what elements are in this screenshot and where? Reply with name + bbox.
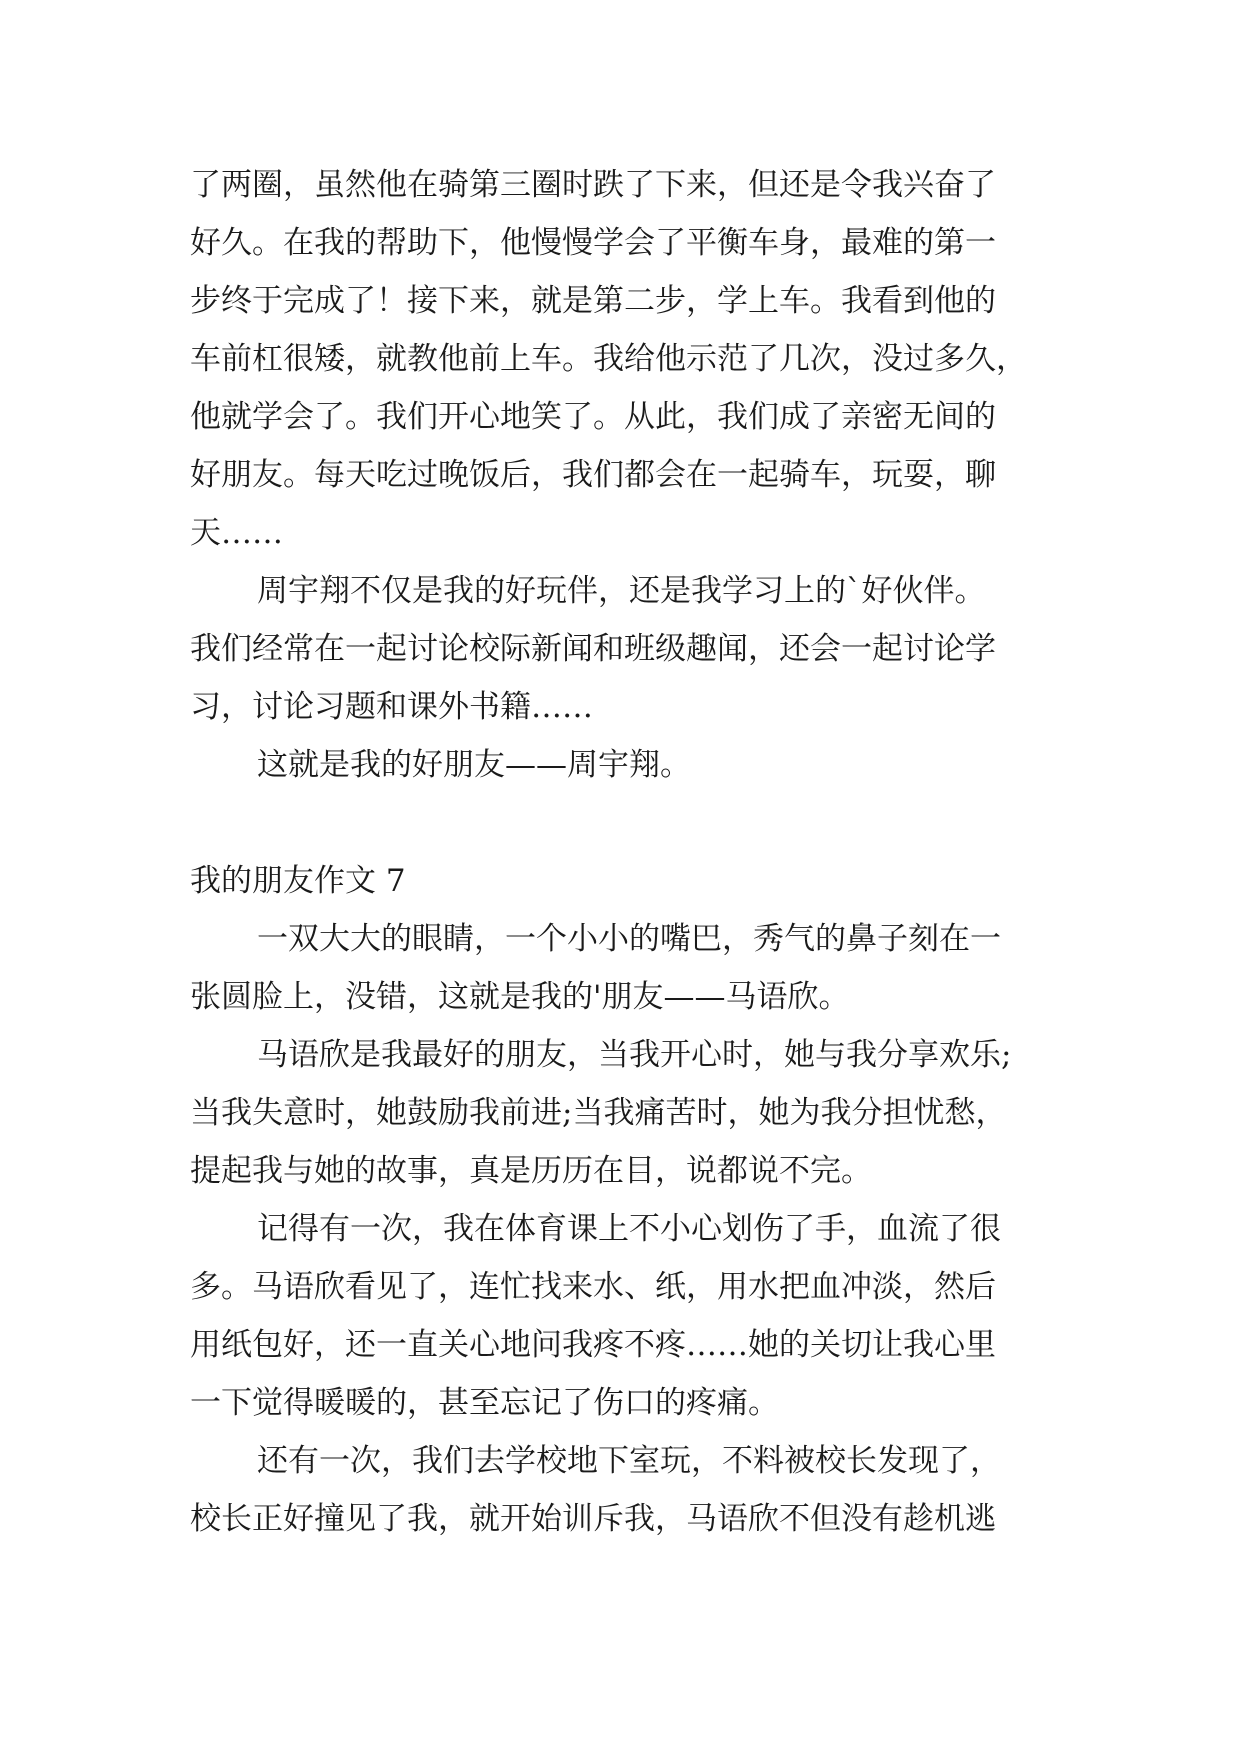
paragraph-start: 这就是我的好朋友——周宇翔。	[257, 747, 691, 783]
text-line: 好久。在我的帮助下，他慢慢学会了平衡车身，最难的第一	[190, 225, 996, 261]
text-line: 天……	[190, 515, 283, 551]
paragraph-start: 一双大大的眼睛，一个小小的嘴巴，秀气的鼻子刻在一	[257, 921, 1001, 957]
text-line: 用纸包好，还一直关心地问我疼不疼……她的关切让我心里	[190, 1327, 996, 1363]
text-line: 我们经常在一起讨论校际新闻和班级趣闻，还会一起讨论学	[190, 631, 996, 667]
text-line: 习，讨论习题和课外书籍……	[190, 689, 593, 725]
text-line: 步终于完成了！接下来，就是第二步，学上车。我看到他的	[190, 283, 996, 319]
text-line: 张圆脸上，没错，这就是我的'朋友——马语欣。	[190, 979, 850, 1015]
text-line: 一下觉得暖暖的，甚至忘记了伤口的疼痛。	[190, 1385, 779, 1421]
text-line: 多。马语欣看见了，连忙找来水、纸，用水把血冲淡，然后	[190, 1269, 996, 1305]
paragraph-start: 记得有一次，我在体育课上不小心划伤了手，血流了很	[257, 1211, 1001, 1247]
text-line: 他就学会了。我们开心地笑了。从此，我们成了亲密无间的	[190, 399, 996, 435]
text-line: 好朋友。每天吃过晚饭后，我们都会在一起骑车，玩耍，聊	[190, 457, 996, 493]
paragraph-start: 周宇翔不仅是我的好玩伴，还是我学习上的`好伙伴。	[257, 573, 986, 609]
paragraph-start: 还有一次，我们去学校地下室玩，不料被校长发现了，	[257, 1443, 1001, 1479]
text-line: 当我失意时，她鼓励我前进;当我痛苦时，她为我分担忧愁，	[190, 1095, 1007, 1131]
text-line: 提起我与她的故事，真是历历在目，说都说不完。	[190, 1153, 872, 1189]
text-line: 车前杠很矮，就教他前上车。我给他示范了几次，没过多久，	[190, 341, 1027, 377]
paragraph-start: 马语欣是我最好的朋友，当我开心时，她与我分享欢乐;	[257, 1037, 1012, 1073]
text-line: 校长正好撞见了我，就开始训斥我，马语欣不但没有趁机逃	[190, 1501, 996, 1537]
section-heading: 我的朋友作文 7	[190, 863, 406, 899]
text-line: 了两圈，虽然他在骑第三圈时跌了下来，但还是令我兴奋了	[190, 167, 996, 203]
